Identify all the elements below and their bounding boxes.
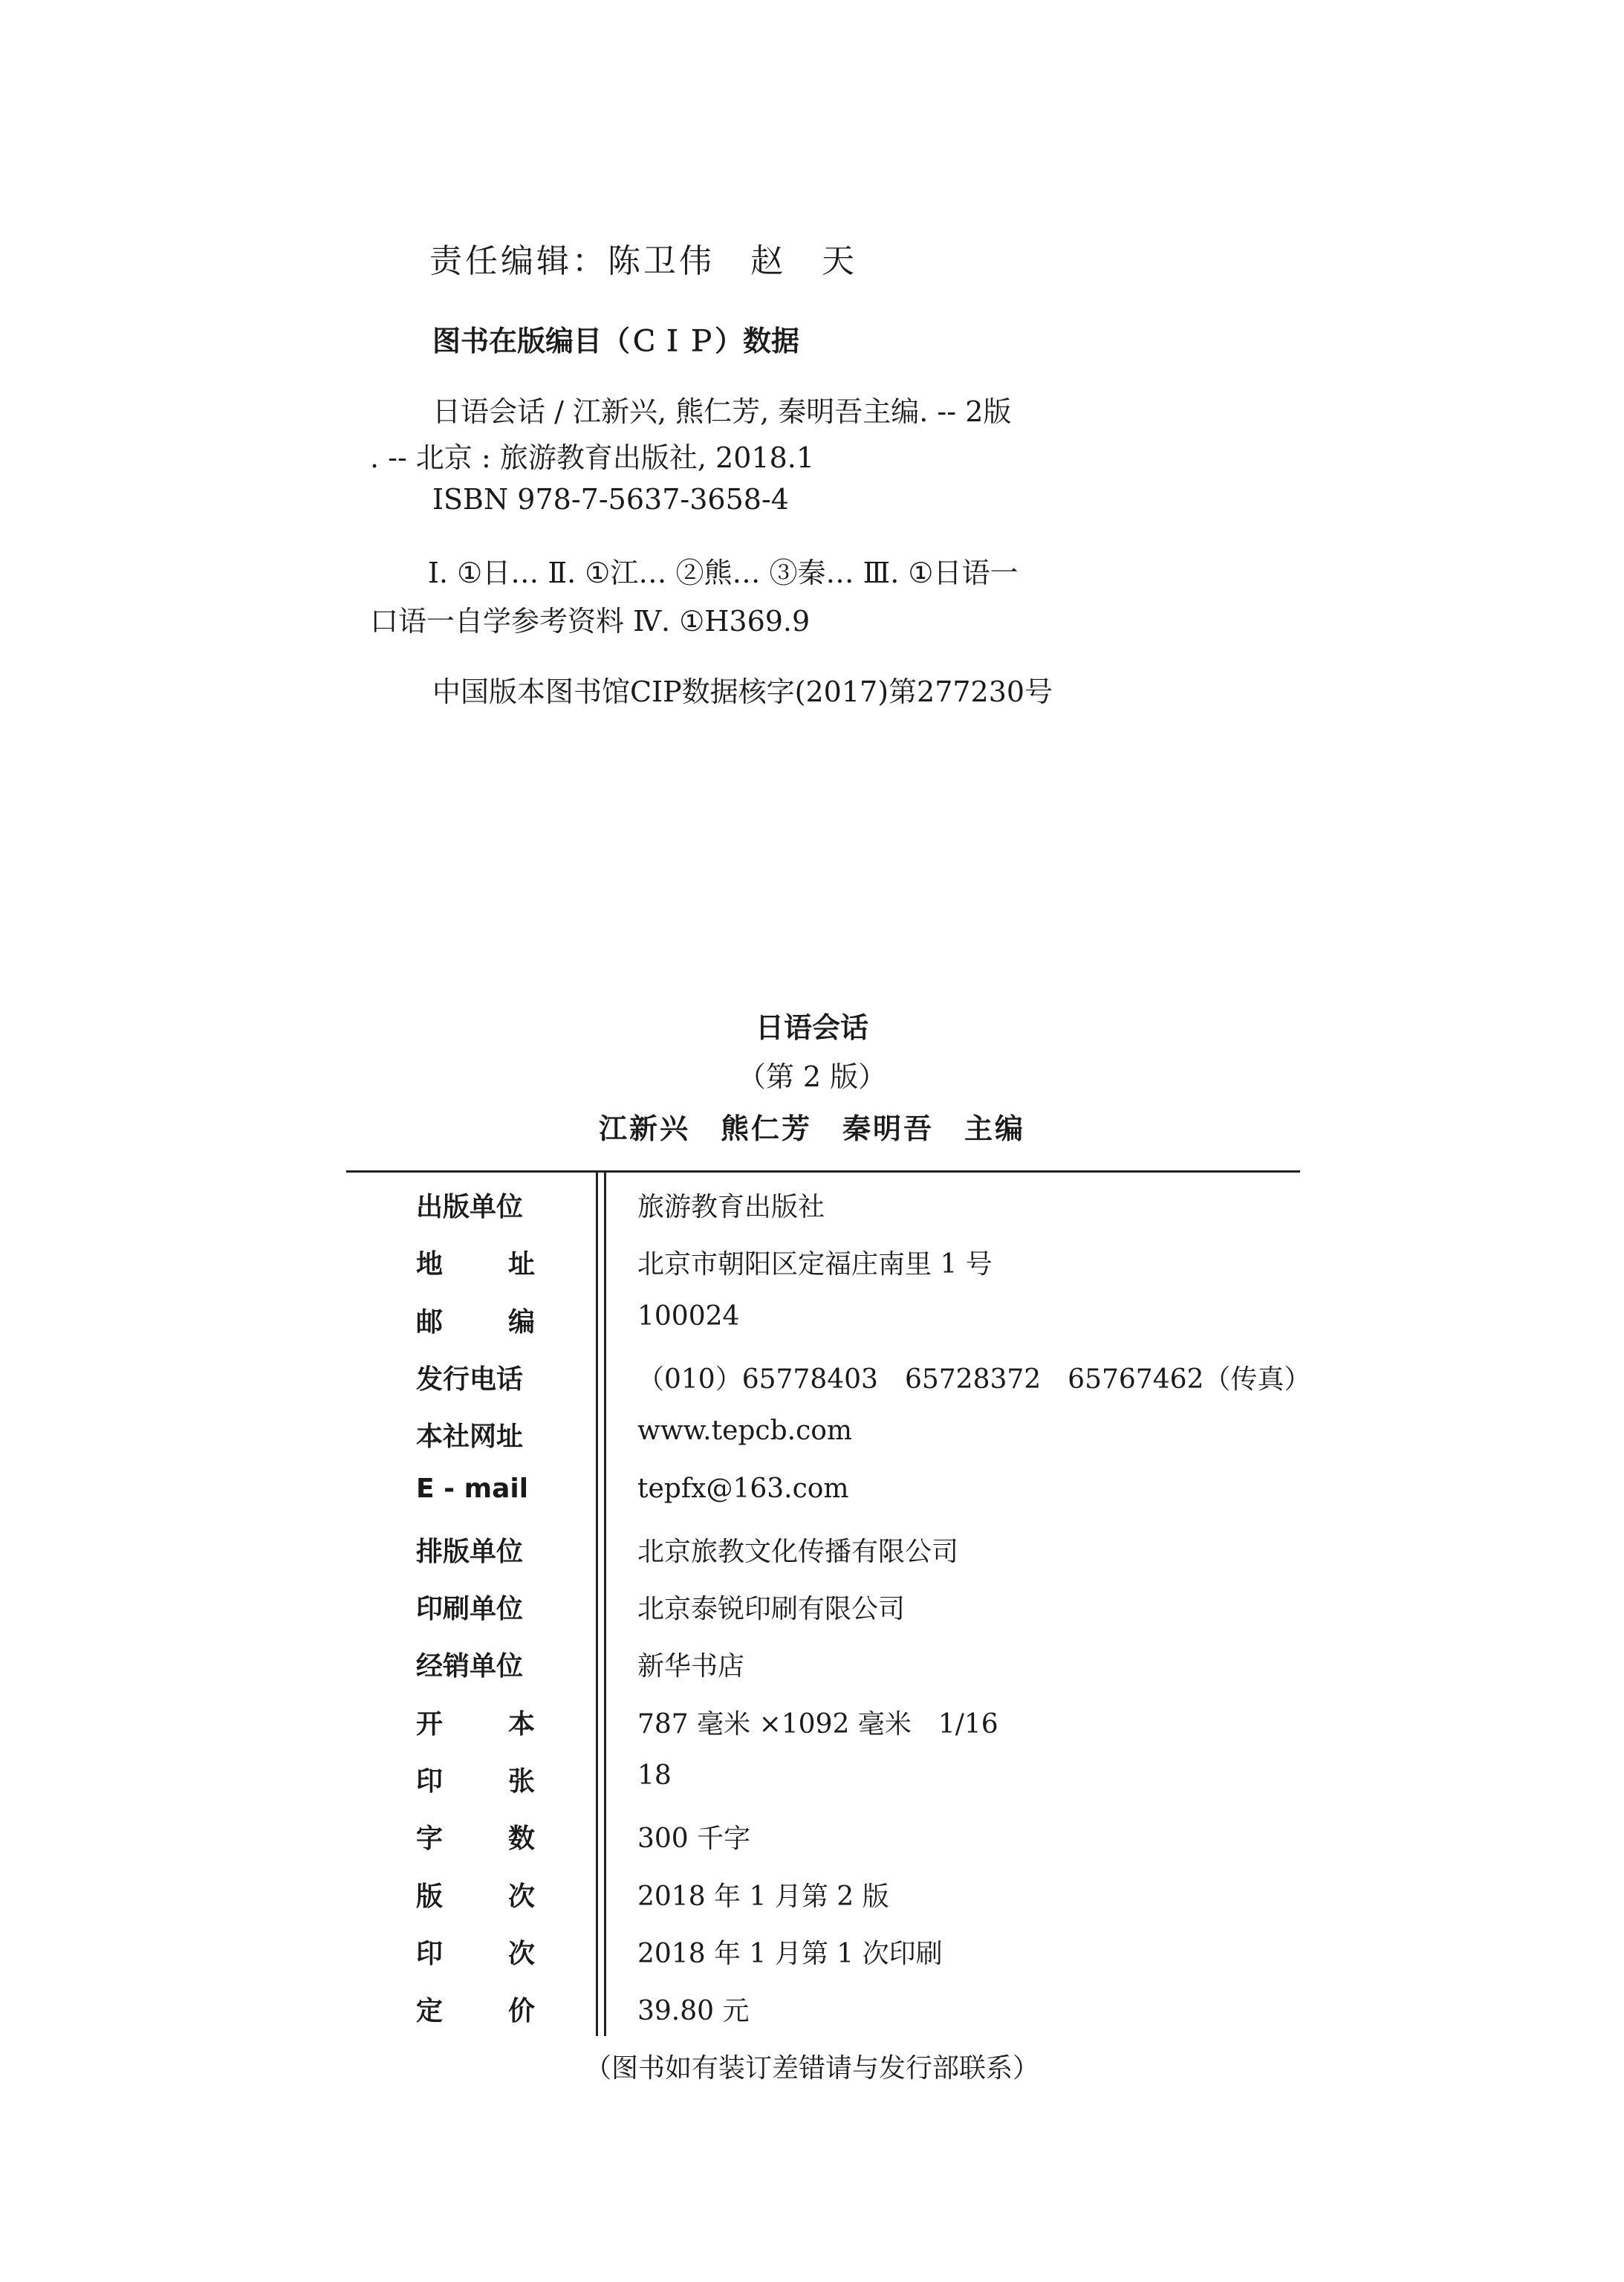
row-value: 18 <box>637 1760 672 1791</box>
table-row <box>0 1760 1624 1805</box>
table-row <box>0 1416 1624 1460</box>
row-value: 39.80 元 <box>637 1996 750 2027</box>
table-row <box>0 1243 1624 1288</box>
row-label: 开 本 <box>416 1708 535 1740</box>
row-value: （010）65778403 65728372 65767462（传真） <box>637 1364 1311 1395</box>
row-value: 北京泰锐印刷有限公司 <box>637 1594 906 1625</box>
cip-line-5: 口语一自学参考资料 Ⅳ. ①H369.9 <box>370 605 811 638</box>
row-value: 787 毫米 ×1092 毫米 1/16 <box>637 1708 998 1740</box>
row-value: 北京市朝阳区定福庄南里 1 号 <box>637 1249 993 1280</box>
row-label: 印刷单位 <box>416 1594 524 1625</box>
row-value: tepfx@163.com <box>637 1473 849 1504</box>
cip-line-4: Ⅰ. ①日… Ⅱ. ①江… ②熊… ③秦… Ⅲ. ①日语一 <box>428 557 1019 589</box>
cip-record-number: 中国版本图书馆CIP数据核字(2017)第277230号 <box>432 675 1053 708</box>
row-label: 发行电话 <box>416 1364 524 1395</box>
row-value: 2018 年 1 月第 2 版 <box>637 1881 889 1912</box>
row-label: 印 次 <box>416 1938 535 1969</box>
table-row <box>0 1301 1624 1346</box>
row-label: 经销单位 <box>416 1651 524 1682</box>
row-label: 版 次 <box>416 1881 535 1912</box>
table-row <box>0 1876 1624 1920</box>
row-label: E - mail <box>416 1473 529 1504</box>
row-value: 旅游教育出版社 <box>637 1192 825 1222</box>
row-label: 排版单位 <box>416 1536 524 1567</box>
row-label: 邮 编 <box>416 1306 535 1338</box>
row-label: 本社网址 <box>416 1422 524 1453</box>
row-value: 100024 <box>637 1300 740 1332</box>
book-authors: 江新兴 熊仁芳 秦明吾 主编 <box>598 1112 1025 1145</box>
table-row <box>0 1186 1624 1231</box>
table-row <box>0 1990 1624 2035</box>
table-row <box>0 1358 1624 1403</box>
table-row <box>0 1645 1624 1690</box>
row-value: www.tepcb.com <box>637 1416 853 1447</box>
book-title: 日语会话 <box>755 1011 868 1044</box>
row-value: 北京旅教文化传播有限公司 <box>637 1536 959 1567</box>
table-top-rule <box>346 1170 1300 1173</box>
row-label: 定 价 <box>416 1996 535 2027</box>
row-label: 印 张 <box>416 1766 535 1797</box>
footer-note: （图书如有装订差错请与发行部联系） <box>584 2053 1039 2084</box>
table-row <box>0 1703 1624 1748</box>
table-row <box>0 1588 1624 1633</box>
row-value: 新华书店 <box>637 1651 745 1682</box>
book-edition: （第 2 版） <box>737 1060 887 1093</box>
cip-title: 图书在版编目（ＣＩＰ）数据 <box>432 325 800 357</box>
table-row <box>0 1531 1624 1575</box>
table-row <box>0 1474 1624 1518</box>
responsible-editor: 责任编辑：陈卫伟 赵 天 <box>429 242 857 280</box>
cip-isbn: ISBN 978-7-5637-3658-4 <box>432 483 789 516</box>
table-row <box>0 1933 1624 1977</box>
table-row <box>0 1818 1624 1862</box>
cip-line-2: . -- 北京 : 旅游教育出版社, 2018.1 <box>370 441 814 474</box>
row-value: 300 千字 <box>637 1824 751 1855</box>
row-label: 地 址 <box>416 1249 535 1280</box>
cip-line-1: 日语会话 / 江新兴, 熊仁芳, 秦明吾主编. -- 2版 <box>432 395 1012 428</box>
row-label: 出版单位 <box>416 1192 524 1222</box>
row-value: 2018 年 1 月第 1 次印刷 <box>637 1938 943 1969</box>
row-label: 字 数 <box>416 1824 535 1855</box>
